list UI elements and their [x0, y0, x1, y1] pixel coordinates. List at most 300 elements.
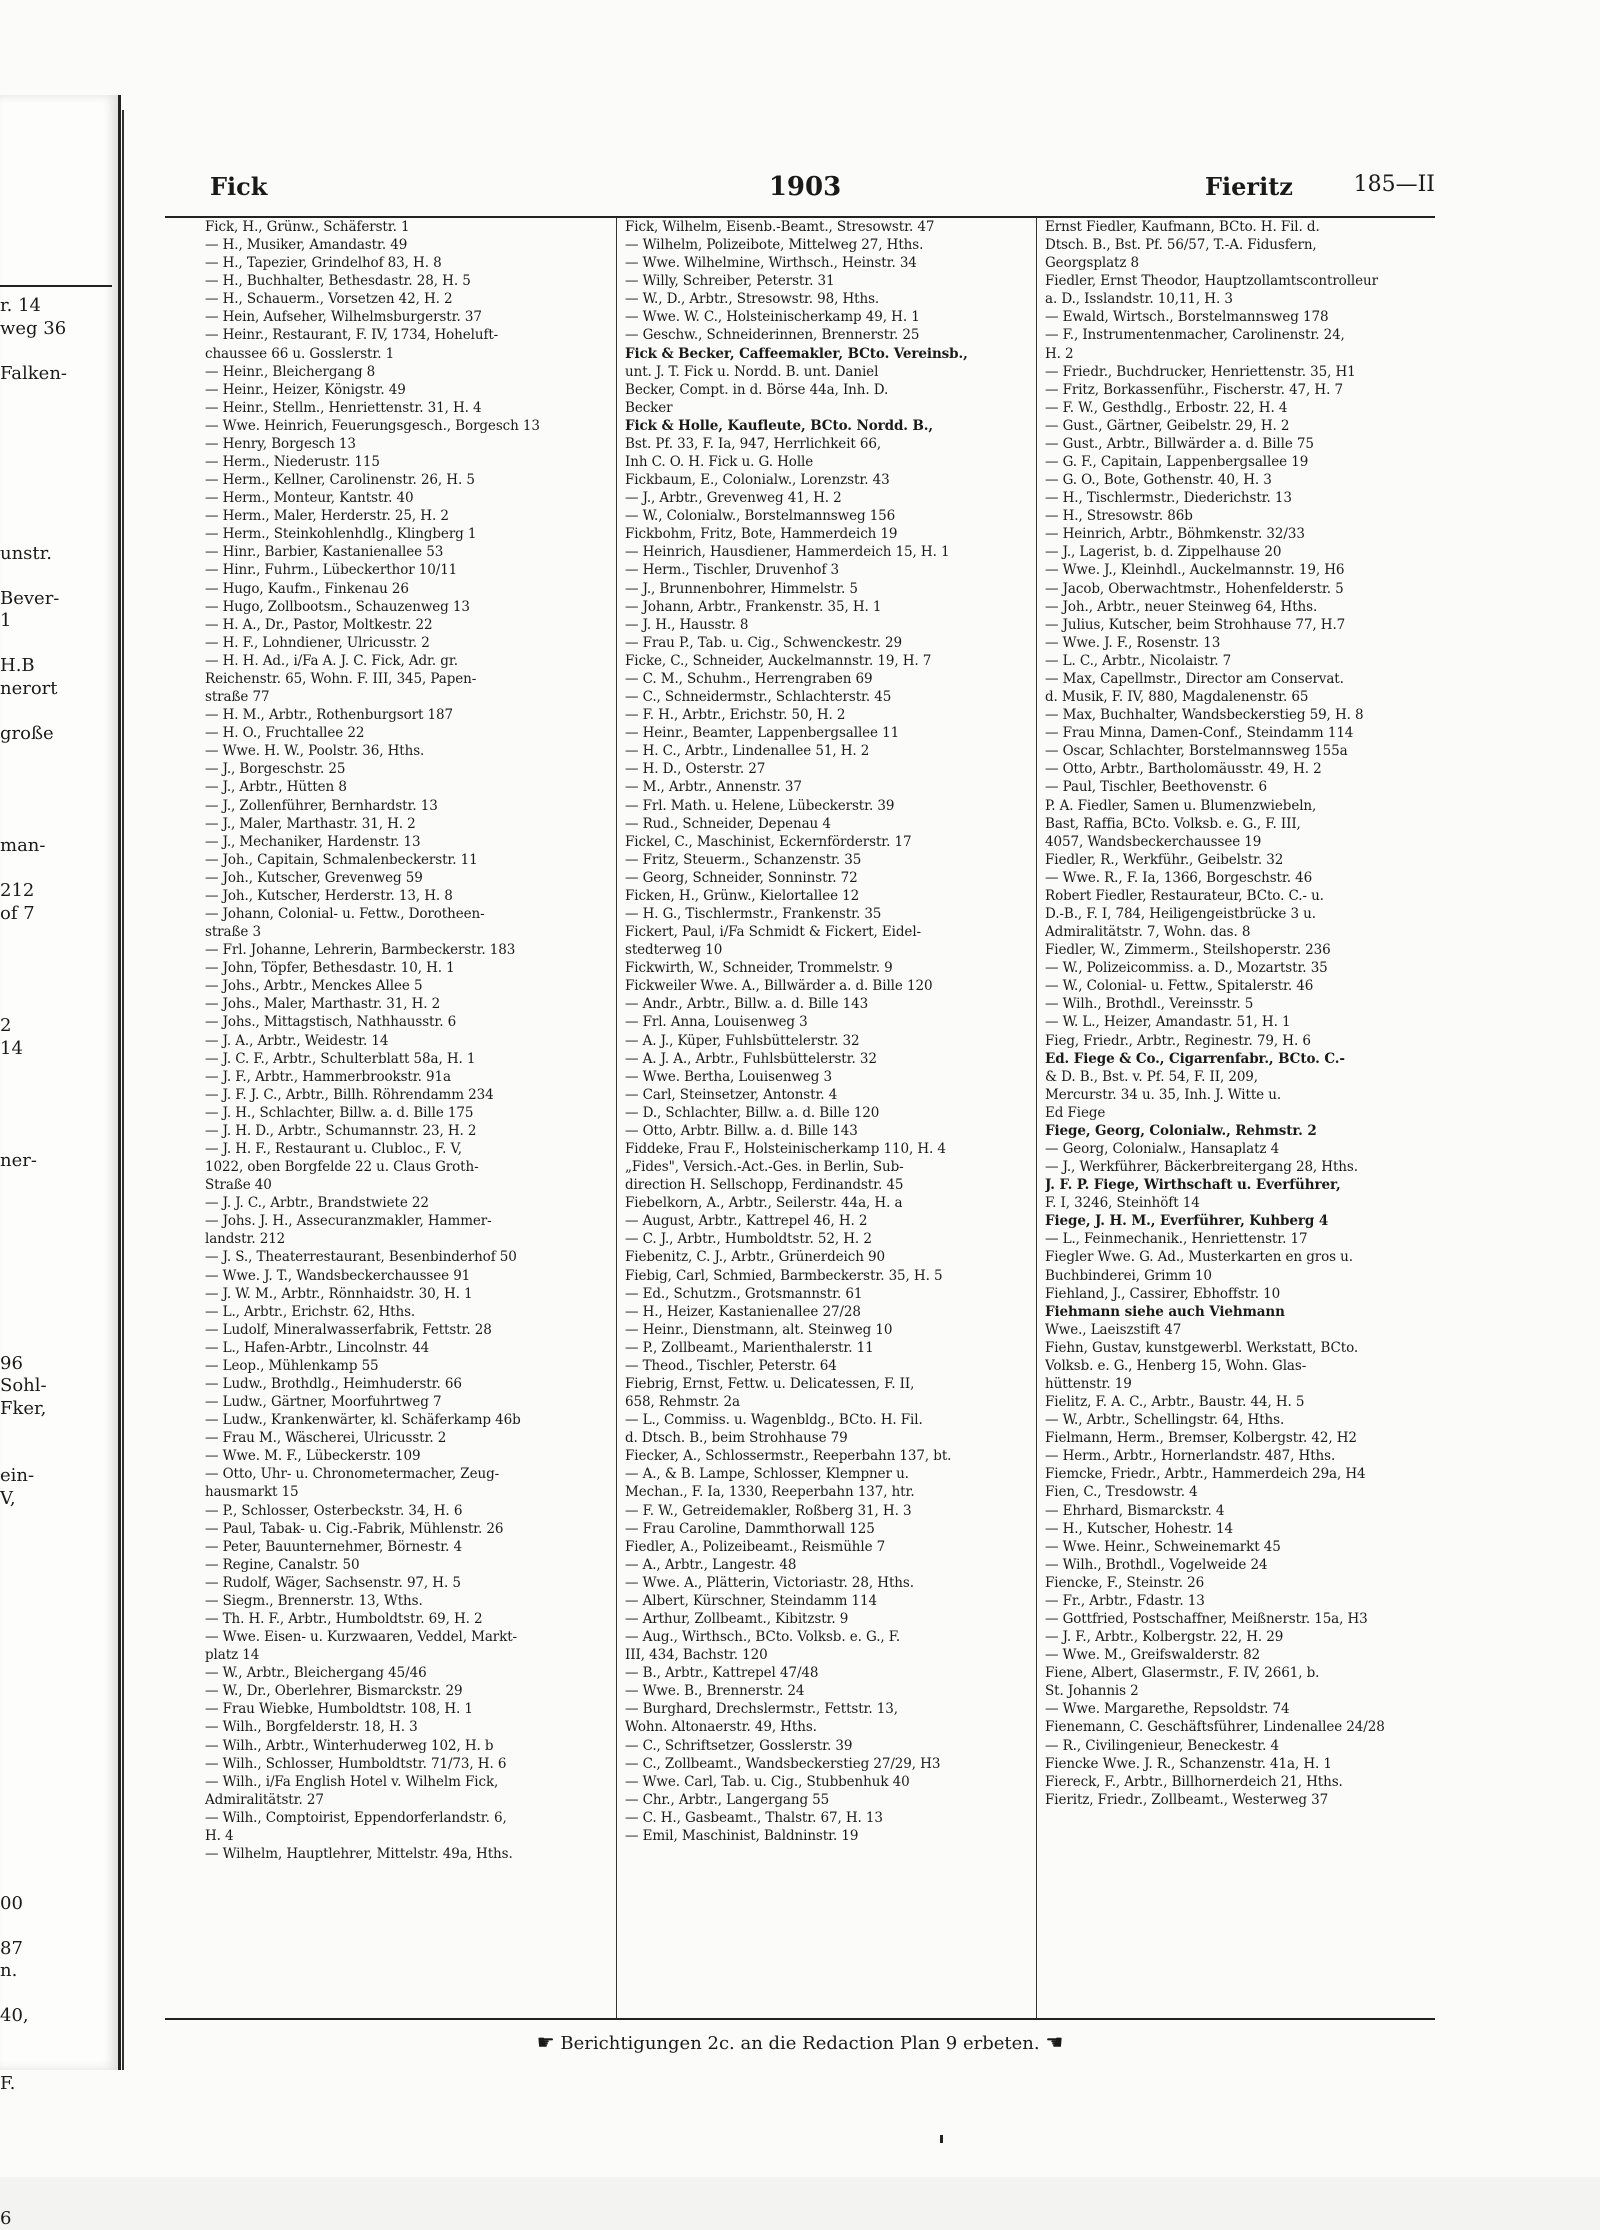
- left-page-fragment: r. 14: [0, 295, 112, 318]
- directory-entry: — C. J., Arbtr., Humboldtstr. 52, H. 2: [625, 1230, 1030, 1248]
- directory-entry: Becker: [625, 399, 1030, 417]
- directory-entry: Admiralitätstr. 7, Wohn. das. 8: [1045, 923, 1450, 941]
- directory-entry: — P., Zollbeamt., Marienthalerstr. 11: [625, 1339, 1030, 1357]
- directory-entry: — Ed., Schutzm., Grotsmannstr. 61: [625, 1285, 1030, 1303]
- left-page-fragment: [0, 813, 112, 836]
- directory-entry: Fiencke Wwe. J. R., Schanzenstr. 41a, H. 1: [1045, 1755, 1450, 1773]
- binding-gutter: [122, 110, 132, 2070]
- directory-entry: — Ludw., Krankenwärter, kl. Schäferkamp 46b: [205, 1411, 610, 1429]
- directory-entry: „Fides", Versich.-Act.-Ges. in Berlin, Sub-: [625, 1158, 1030, 1176]
- directory-entry: — John, Töpfer, Bethesdastr. 10, H. 1: [205, 959, 610, 977]
- directory-entry: — Henry, Borgesch 13: [205, 435, 610, 453]
- directory-entry: Volksb. e. G., Henberg 15, Wohn. Glas-: [1045, 1357, 1450, 1375]
- column-2: [625, 218, 1030, 2018]
- directory-entry: — Wilh., Borgfelderstr. 18, H. 3: [205, 1718, 610, 1736]
- left-page-fragment: [0, 1758, 112, 1781]
- directory-entry: — C., Schriftsetzer, Gosslerstr. 39: [625, 1737, 1030, 1755]
- column-1: [205, 218, 610, 2018]
- directory-entry: — W., Colonialw., Borstelmannsweg 156: [625, 507, 1030, 525]
- left-page-fragment: [0, 2118, 112, 2141]
- directory-entry: — J., Maler, Marthastr. 31, H. 2: [205, 815, 610, 833]
- left-page-fragment: weg 36: [0, 318, 112, 341]
- left-page-fragment: [0, 1803, 112, 1826]
- directory-entry: — J., Borgeschstr. 25: [205, 760, 610, 778]
- directory-entry: — H., Musiker, Amandastr. 49: [205, 236, 610, 254]
- directory-entry: — Theod., Tischler, Peterstr. 64: [625, 1357, 1030, 1375]
- header-year: 1903: [769, 172, 841, 202]
- column-divider: [616, 218, 617, 2018]
- directory-entry: 1022, oben Borgfelde 22 u. Claus Groth-: [205, 1158, 610, 1176]
- directory-entry: chaussee 66 u. Gosslerstr. 1: [205, 345, 610, 363]
- directory-entry: — W., Dr., Oberlehrer, Bismarckstr. 29: [205, 1682, 610, 1700]
- left-page-fragment: [0, 1735, 112, 1758]
- directory-entry: — W., Polizeicommiss. a. D., Mozartstr. 35: [1045, 959, 1450, 977]
- directory-entry: — Herm., Arbtr., Hornerlandstr. 487, Hths.: [1045, 1447, 1450, 1465]
- directory-entry: Fick, Wilhelm, Eisenb.-Beamt., Stresowstr. 47: [625, 218, 1030, 236]
- directory-entry: Fickbaum, E., Colonialw., Lorenzstr. 43: [625, 471, 1030, 489]
- directory-entry: — Heinr., Heizer, Königstr. 49: [205, 381, 610, 399]
- directory-entry: — Heinr., Stellm., Henriettenstr. 31, H. 4: [205, 399, 610, 417]
- directory-entry: Buchbinderei, Grimm 10: [1045, 1267, 1450, 1285]
- directory-entry: — Julius, Kutscher, beim Strohhause 77, H.7: [1045, 616, 1450, 634]
- left-page-fragment: unstr.: [0, 543, 112, 566]
- directory-entry: — J. H., Schlachter, Billw. a. d. Bille 175: [205, 1104, 610, 1122]
- left-page-fragment: [0, 2163, 112, 2186]
- directory-entry: — Geschw., Schneiderinnen, Brennerstr. 25: [625, 326, 1030, 344]
- directory-entry: — Ludw., Gärtner, Moorfuhrtweg 7: [205, 1393, 610, 1411]
- directory-entry: — A. J., Küper, Fuhlsbüttelerstr. 32: [625, 1032, 1030, 1050]
- directory-entry: Fickert, Paul, i/Fa Schmidt & Fickert, Eidel-: [625, 923, 1030, 941]
- directory-entry: — Peter, Bauunternehmer, Börnestr. 4: [205, 1538, 610, 1556]
- directory-entry: — B., Arbtr., Kattrepel 47/48: [625, 1664, 1030, 1682]
- directory-entry: — Otto, Arbtr. Billw. a. d. Bille 143: [625, 1122, 1030, 1140]
- directory-entry: — Frl. Anna, Louisenweg 3: [625, 1013, 1030, 1031]
- left-page-fragment: 00: [0, 1893, 112, 1916]
- left-page-fragment: [0, 1308, 112, 1331]
- left-page-fragment: [0, 2050, 112, 2073]
- left-page-fragment: Fker,: [0, 1398, 112, 1421]
- directory-entry: — Wilh., Brothdl., Vogelweide 24: [1045, 1556, 1450, 1574]
- left-page-fragment: [0, 385, 112, 408]
- directory-entry: Inh C. O. H. Fick u. G. Holle: [625, 453, 1030, 471]
- directory-entry: — J., Zollenführer, Bernhardstr. 13: [205, 797, 610, 815]
- directory-entry: — Wwe. Heinrich, Feuerungsgesch., Borgesch 13: [205, 417, 610, 435]
- directory-entry: unt. J. T. Fick u. Nordd. B. unt. Daniel: [625, 363, 1030, 381]
- directory-entry: — Paul, Tabak- u. Cig.-Fabrik, Mühlenstr. 26: [205, 1520, 610, 1538]
- directory-entry: — Wwe. Bertha, Louisenweg 3: [625, 1068, 1030, 1086]
- directory-entry: — G. F., Capitain, Lappenbergsallee 19: [1045, 453, 1450, 471]
- directory-entry: stedterweg 10: [625, 941, 1030, 959]
- directory-entry: — J. A., Arbtr., Weidestr. 14: [205, 1032, 610, 1050]
- left-page-fragment: Bever-: [0, 588, 112, 611]
- directory-entry: Fick & Becker, Caffeemakler, BCto. Vereinsb.,: [625, 345, 1030, 363]
- left-page-fragment: 14: [0, 1038, 112, 1061]
- directory-entry: — Hinr., Fuhrm., Lübeckerthor 10/11: [205, 561, 610, 579]
- directory-entry: — H. O., Fruchtallee 22: [205, 724, 610, 742]
- left-page-fragment: [0, 1330, 112, 1353]
- directory-entry: — Johann, Arbtr., Frankenstr. 35, H. 1: [625, 598, 1030, 616]
- directory-entry: — Willy, Schreiber, Peterstr. 31: [625, 272, 1030, 290]
- left-page-fragment: [0, 1285, 112, 1308]
- directory-entry: — Herm., Kellner, Carolinenstr. 26, H. 5: [205, 471, 610, 489]
- directory-entry: — H. M., Arbtr., Rothenburgsort 187: [205, 706, 610, 724]
- directory-entry: — Wilhelm, Polizeibote, Mittelweg 27, Hths.: [625, 236, 1030, 254]
- directory-entry: P. A. Fiedler, Samen u. Blumenzwiebeln,: [1045, 797, 1450, 815]
- directory-entry: — Joh., Arbtr., neuer Steinweg 64, Hths.: [1045, 598, 1450, 616]
- directory-entry: — Fritz, Borkassenführ., Fischerstr. 47, H. 7: [1045, 381, 1450, 399]
- directory-entry: — Heinr., Bleichergang 8: [205, 363, 610, 381]
- directory-entry: Ficken, H., Grünw., Kielortallee 12: [625, 887, 1030, 905]
- directory-entry: Reichenstr. 65, Wohn. F. III, 345, Papen-: [205, 670, 610, 688]
- directory-entry: Fiege, Georg, Colonialw., Rehmstr. 2: [1045, 1122, 1450, 1140]
- directory-entry: — Wwe. Margarethe, Repsoldstr. 74: [1045, 1700, 1450, 1718]
- directory-entry: — Wwe. W. C., Holsteinischerkamp 49, H. 1: [625, 308, 1030, 326]
- directory-entry: — J., Arbtr., Grevenweg 41, H. 2: [625, 489, 1030, 507]
- directory-entry: — Gust., Arbtr., Billwärder a. d. Bille 75: [1045, 435, 1450, 453]
- column-divider: [1036, 218, 1037, 2018]
- directory-entry: Fiebrig, Ernst, Fettw. u. Delicatessen, F. II,: [625, 1375, 1030, 1393]
- directory-entry: — Wilh., Schlosser, Humboldtstr. 71/73, H. 6: [205, 1755, 610, 1773]
- directory-entry: — C. M., Schuhm., Herrengraben 69: [625, 670, 1030, 688]
- directory-entry: — C., Schneidermstr., Schlachterstr. 45: [625, 688, 1030, 706]
- left-page-fragment: [0, 408, 112, 431]
- directory-entry: — Wwe. Heinr., Schweinemarkt 45: [1045, 1538, 1450, 1556]
- left-page-fragment: [0, 1713, 112, 1736]
- directory-entry: Fiehmann siehe auch Viehmann: [1045, 1303, 1450, 1321]
- directory-entry: Fieg, Friedr., Arbtr., Reginestr. 79, H. 6: [1045, 1032, 1450, 1050]
- left-page-fragment: [0, 2028, 112, 2051]
- left-page-fragment: [0, 1690, 112, 1713]
- directory-entry: — Heinr., Restaurant, F. IV, 1734, Hoheluft-: [205, 326, 610, 344]
- directory-entry: Fiene, Albert, Glasermstr., F. IV, 2661, b.: [1045, 1664, 1450, 1682]
- left-page-fragment: Falken-: [0, 363, 112, 386]
- directory-entry: — H., Heizer, Kastanienallee 27/28: [625, 1303, 1030, 1321]
- directory-entry: — M., Arbtr., Annenstr. 37: [625, 778, 1030, 796]
- directory-entry: — Arthur, Zollbeamt., Kibitzstr. 9: [625, 1610, 1030, 1628]
- directory-entry: — J. F., Arbtr., Kolbergstr. 22, H. 29: [1045, 1628, 1450, 1646]
- directory-entry: Fick & Holle, Kaufleute, BCto. Nordd. B.,: [625, 417, 1030, 435]
- directory-entry: Becker, Compt. in d. Börse 44a, Inh. D.: [625, 381, 1030, 399]
- pointing-hand-icon: ☛: [537, 2030, 555, 2054]
- directory-entry: — H., Stresowstr. 86b: [1045, 507, 1450, 525]
- directory-entry: direction H. Sellschopp, Ferdinandstr. 45: [625, 1176, 1030, 1194]
- directory-entry: — L., Hafen-Arbtr., Lincolnstr. 44: [205, 1339, 610, 1357]
- directory-entry: platz 14: [205, 1646, 610, 1664]
- directory-entry: — J. W. M., Arbtr., Rönnhaidstr. 30, H. 1: [205, 1285, 610, 1303]
- directory-entry: Wwe., Laeiszstift 47: [1045, 1321, 1450, 1339]
- directory-entry: Fiebelkorn, A., Arbtr., Seilerstr. 44a, H. a: [625, 1194, 1030, 1212]
- directory-entry: Fickweiler Wwe. A., Billwärder a. d. Bille 120: [625, 977, 1030, 995]
- directory-entry: — Frau Wiebke, Humboldtstr. 108, H. 1: [205, 1700, 610, 1718]
- directory-entry: hausmarkt 15: [205, 1483, 610, 1501]
- left-page-fragment: [0, 1060, 112, 1083]
- directory-entry: Fickel, C., Maschinist, Eckernförderstr. 17: [625, 833, 1030, 851]
- directory-entry: — Ewald, Wirtsch., Borstelmannsweg 178: [1045, 308, 1450, 326]
- directory-entry: Fiehn, Gustav, kunstgewerbl. Werkstatt, BCto.: [1045, 1339, 1450, 1357]
- left-page-fragment: 1: [0, 610, 112, 633]
- directory-entry: & D. B., Bst. v. Pf. 54, F. II, 209,: [1045, 1068, 1450, 1086]
- directory-entry: — Wwe. J. F., Rosenstr. 13: [1045, 634, 1450, 652]
- directory-entry: — J., Lagerist, b. d. Zippelhause 20: [1045, 543, 1450, 561]
- directory-entry: — Gottfried, Postschaffner, Meißnerstr. 15a, H3: [1045, 1610, 1450, 1628]
- directory-entry: straße 77: [205, 688, 610, 706]
- directory-entry: Fickbohm, Fritz, Bote, Hammerdeich 19: [625, 525, 1030, 543]
- directory-entry: — L., Feinmechanik., Henriettenstr. 17: [1045, 1230, 1450, 1248]
- left-page-fragment: [0, 475, 112, 498]
- directory-entry: straße 3: [205, 923, 610, 941]
- directory-entry: — F., Instrumentenmacher, Carolinenstr. 24,: [1045, 326, 1450, 344]
- directory-entry: Fiedler, R., Werkführ., Geibelstr. 32: [1045, 851, 1450, 869]
- left-page-fragment: [0, 1668, 112, 1691]
- directory-entry: Fiedler, W., Zimmerm., Steilshoperstr. 236: [1045, 941, 1450, 959]
- left-page-fragment: 2: [0, 1015, 112, 1038]
- directory-entry: — Oscar, Schlachter, Borstelmannsweg 155a: [1045, 742, 1450, 760]
- directory-entry: — Ludw., Brothdlg., Heimhuderstr. 66: [205, 1375, 610, 1393]
- directory-entry: Fiebenitz, C. J., Arbtr., Grünerdeich 90: [625, 1248, 1030, 1266]
- directory-entry: — J. F., Arbtr., Hammerbrookstr. 91a: [205, 1068, 610, 1086]
- left-page-fragment: [0, 453, 112, 476]
- left-page-fragment: man-: [0, 835, 112, 858]
- directory-entry: — J. H. D., Arbtr., Schumannstr. 23, H. 2: [205, 1122, 610, 1140]
- left-page-fragment: [0, 1263, 112, 1286]
- left-page-fragment: [0, 1420, 112, 1443]
- left-page-fragment: [0, 1623, 112, 1646]
- directory-entry: — Frau P., Tab. u. Cig., Schwenckestr. 29: [625, 634, 1030, 652]
- directory-entry: — Joh., Capitain, Schmalenbeckerstr. 11: [205, 851, 610, 869]
- directory-entry: — Heinrich, Arbtr., Böhmkenstr. 32/33: [1045, 525, 1450, 543]
- left-page-edge: [0, 95, 121, 2070]
- left-page-fragment: 40,: [0, 2005, 112, 2028]
- directory-entry: Mercurstr. 34 u. 35, Inh. J. Witte u.: [1045, 1086, 1450, 1104]
- directory-entry: — J. H., Hausstr. 8: [625, 616, 1030, 634]
- directory-entry: — Leop., Mühlenkamp 55: [205, 1357, 610, 1375]
- directory-entry: — J. F. J. C., Arbtr., Billh. Röhrendamm 234: [205, 1086, 610, 1104]
- left-page-fragment: [0, 1510, 112, 1533]
- left-page-fragment: [0, 1645, 112, 1668]
- directory-entry: — L., Commiss. u. Wagenbldg., BCto. H. Fil.: [625, 1411, 1030, 1429]
- directory-entry: — Rud., Schneider, Depenau 4: [625, 815, 1030, 833]
- ink-mark: [940, 2135, 943, 2143]
- directory-entry: — Heinrich, Hausdiener, Hammerdeich 15, H. 1: [625, 543, 1030, 561]
- directory-entry: — C., Zollbeamt., Wandsbeckerstieg 27/29, H3: [625, 1755, 1030, 1773]
- left-page-fragment: V,: [0, 1488, 112, 1511]
- directory-entry: Ernst Fiedler, Kaufmann, BCto. H. Fil. d.: [1045, 218, 1450, 236]
- left-page-fragment: [0, 2140, 112, 2163]
- left-page-fragment: [0, 1780, 112, 1803]
- directory-entry: — Fritz, Steuerm., Schanzenstr. 35: [625, 851, 1030, 869]
- directory-entry: — A., Arbtr., Langestr. 48: [625, 1556, 1030, 1574]
- directory-entry: — L., Arbtr., Erichstr. 62, Hths.: [205, 1303, 610, 1321]
- left-page-fragment: ner-: [0, 1150, 112, 1173]
- page-header: [165, 160, 1435, 218]
- directory-entry: — A. J. A., Arbtr., Fuhlsbüttelerstr. 32: [625, 1050, 1030, 1068]
- left-page-fragment: [0, 925, 112, 948]
- left-page-fragment: [0, 1870, 112, 1893]
- directory-entry: Ficke, C., Schneider, Auckelmannstr. 19, H. 7: [625, 652, 1030, 670]
- directory-entry: Fiegler Wwe. G. Ad., Musterkarten en gros u.: [1045, 1248, 1450, 1266]
- directory-entry: Fiemcke, Friedr., Arbtr., Hammerdeich 29a, H4: [1045, 1465, 1450, 1483]
- directory-entry: 4057, Wandsbeckerchaussee 19: [1045, 833, 1450, 851]
- directory-entry: — Max, Capellmstr., Director am Conservat.: [1045, 670, 1450, 688]
- directory-entry: — P., Schlosser, Osterbeckstr. 34, H. 6: [205, 1502, 610, 1520]
- directory-entry: — J., Mechaniker, Hardenstr. 13: [205, 833, 610, 851]
- directory-entry: — Wilh., Comptoirist, Eppendorferlandstr. 6,: [205, 1809, 610, 1827]
- left-page-fragment: [0, 633, 112, 656]
- directory-entry: — Ehrhard, Bismarckstr. 4: [1045, 1502, 1450, 1520]
- directory-entry: — Joh., Kutscher, Herderstr. 13, H. 8: [205, 887, 610, 905]
- directory-entry: III, 434, Bachstr. 120: [625, 1646, 1030, 1664]
- directory-entry: D.-B., F. I, 784, Heiligengeistbrücke 3 u.: [1045, 905, 1450, 923]
- directory-entry: Fiddeke, Frau F., Holsteinischerkamp 110, H. 4: [625, 1140, 1030, 1158]
- left-page-fragment: [0, 1533, 112, 1556]
- directory-entry: — Johs., Arbtr., Menckes Allee 5: [205, 977, 610, 995]
- left-page-fragment: [0, 565, 112, 588]
- directory-entry: — J., Brunnenbohrer, Himmelstr. 5: [625, 580, 1030, 598]
- left-page-fragment: [0, 1218, 112, 1241]
- directory-entry: — Siegm., Brennerstr. 13, Wths.: [205, 1592, 610, 1610]
- directory-entry: Ed. Fiege & Co., Cigarrenfabr., BCto. C.-: [1045, 1050, 1450, 1068]
- directory-entry: Fiehland, J., Cassirer, Ebhoffstr. 10: [1045, 1285, 1450, 1303]
- directory-entry: — H., Tischlermstr., Diederichstr. 13: [1045, 489, 1450, 507]
- directory-entry: — Wwe. Carl, Tab. u. Cig., Stubbenhuk 40: [625, 1773, 1030, 1791]
- directory-entry: — J., Werkführer, Bäckerbreitergang 28, Hths.: [1045, 1158, 1450, 1176]
- directory-entry: Fien, C., Tresdowstr. 4: [1045, 1483, 1450, 1501]
- left-page-fragment: [0, 2185, 112, 2208]
- left-page-fragment: [0, 970, 112, 993]
- pointing-hand-icon: ☚: [1045, 2030, 1063, 2054]
- directory-entry: — Th. H. F., Arbtr., Humboldtstr. 69, H. 2: [205, 1610, 610, 1628]
- directory-entry: hüttenstr. 19: [1045, 1375, 1450, 1393]
- left-page-fragment: [0, 1083, 112, 1106]
- directory-entry: — H. F., Lohndiener, Ulricusstr. 2: [205, 634, 610, 652]
- directory-entry: — Wwe. Eisen- u. Kurzwaaren, Veddel, Markt-: [205, 1628, 610, 1646]
- directory-entry: — W., Arbtr., Schellingstr. 64, Hths.: [1045, 1411, 1450, 1429]
- directory-entry: — W., Arbtr., Bleichergang 45/46: [205, 1664, 610, 1682]
- directory-entry: H. 2: [1045, 345, 1450, 363]
- left-page-fragment: Sohl-: [0, 1375, 112, 1398]
- left-page-fragment: of 7: [0, 903, 112, 926]
- directory-entry: — H., Tapezier, Grindelhof 83, H. 8: [205, 254, 610, 272]
- directory-entry: St. Johannis 2: [1045, 1682, 1450, 1700]
- directory-entry: a. D., Isslandstr. 10,11, H. 3: [1045, 290, 1450, 308]
- directory-entry: — H. D., Osterstr. 27: [625, 760, 1030, 778]
- directory-entry: Fickwirth, W., Schneider, Trommelstr. 9: [625, 959, 1030, 977]
- directory-entry: — L. C., Arbtr., Nicolaistr. 7: [1045, 652, 1450, 670]
- directory-entry: Ed Fiege: [1045, 1104, 1450, 1122]
- page-footer: [165, 2030, 1435, 2054]
- left-page-fragment: nerort: [0, 678, 112, 701]
- directory-entry: — Jacob, Oberwachtmstr., Hohenfelderstr. 5: [1045, 580, 1450, 598]
- directory-entry: — D., Schlachter, Billw. a. d. Bille 120: [625, 1104, 1030, 1122]
- left-page-fragment: große: [0, 723, 112, 746]
- directory-entry: — Max, Buchhalter, Wandsbeckerstieg 59, H. 8: [1045, 706, 1450, 724]
- left-page-fragment: [0, 2095, 112, 2118]
- left-page-fragment: 6: [0, 2208, 112, 2230]
- directory-entry: Fieritz, Friedr., Zollbeamt., Westerweg 37: [1045, 1791, 1450, 1809]
- directory-entry: — Frau Minna, Damen-Conf., Steindamm 114: [1045, 724, 1450, 742]
- left-page-fragment: [0, 1825, 112, 1848]
- directory-entry: Mechan., F. Ia, 1330, Reeperbahn 137, htr.: [625, 1483, 1030, 1501]
- directory-entry: — R., Civilingenieur, Beneckestr. 4: [1045, 1737, 1450, 1755]
- directory-entry: — W. L., Heizer, Amandastr. 51, H. 1: [1045, 1013, 1450, 1031]
- left-page-fragment: [0, 1578, 112, 1601]
- left-page-fragment: 96: [0, 1353, 112, 1376]
- left-page-fragment: [0, 1983, 112, 2006]
- directory-entry: — Frau M., Wäscherei, Ulricusstr. 2: [205, 1429, 610, 1447]
- directory-entry: — Andr., Arbtr., Billw. a. d. Bille 143: [625, 995, 1030, 1013]
- directory-entry: Fiereck, F., Arbtr., Billhornerdeich 21, Hths.: [1045, 1773, 1450, 1791]
- directory-entry: — G. O., Bote, Gothenstr. 40, H. 3: [1045, 471, 1450, 489]
- directory-entry: — Wilh., Arbtr., Winterhuderweg 102, H. b: [205, 1737, 610, 1755]
- directory-entry: — H. C., Arbtr., Lindenallee 51, H. 2: [625, 742, 1030, 760]
- left-page-fragment: [0, 520, 112, 543]
- directory-entry: — H. G., Tischlermstr., Frankenstr. 35: [625, 905, 1030, 923]
- left-page-fragment: [0, 790, 112, 813]
- directory-entry: — Wwe. J. T., Wandsbeckerchaussee 91: [205, 1267, 610, 1285]
- directory-entry: — H., Buchhalter, Bethesdastr. 28, H. 5: [205, 272, 610, 290]
- directory-entry: Straße 40: [205, 1176, 610, 1194]
- directory-entry: — Herm., Maler, Herderstr. 25, H. 2: [205, 507, 610, 525]
- columns-area: [205, 218, 1435, 2020]
- directory-entry: 658, Rehmstr. 2a: [625, 1393, 1030, 1411]
- left-page-fragment: [0, 1443, 112, 1466]
- directory-entry: — J. J. C., Arbtr., Brandstwiete 22: [205, 1194, 610, 1212]
- left-page-fragment: [0, 430, 112, 453]
- left-page-fragment: [0, 948, 112, 971]
- directory-entry: — Carl, Steinsetzer, Antonstr. 4: [625, 1086, 1030, 1104]
- left-page-fragment: [0, 700, 112, 723]
- left-page-fragment: [0, 1555, 112, 1578]
- directory-entry: Fiedler, A., Polizeibeamt., Reismühle 7: [625, 1538, 1030, 1556]
- directory-entry: — Paul, Tischler, Beethovenstr. 6: [1045, 778, 1450, 796]
- directory-entry: — H., Schauerm., Vorsetzen 42, H. 2: [205, 290, 610, 308]
- directory-entry: — Heinr., Dienstmann, alt. Steinweg 10: [625, 1321, 1030, 1339]
- left-page-fragment: [0, 1915, 112, 1938]
- directory-entry: — Wilh., Brothdl., Vereinsstr. 5: [1045, 995, 1450, 1013]
- directory-entry: — Hugo, Kaufm., Finkenau 26: [205, 580, 610, 598]
- left-page-fragment: F.: [0, 2073, 112, 2096]
- directory-entry: — Wwe. M., Greifswalderstr. 82: [1045, 1646, 1450, 1664]
- left-page-fragment: n.: [0, 1960, 112, 1983]
- directory-entry: J. F. P. Fiege, Wirthschaft u. Everführer,: [1045, 1176, 1450, 1194]
- directory-entry: Fiencke, F., Steinstr. 26: [1045, 1574, 1450, 1592]
- left-page-rule: [0, 285, 112, 287]
- left-page-fragments: [0, 295, 112, 2230]
- directory-entry: landstr. 212: [205, 1230, 610, 1248]
- directory-entry: — J. H. F., Restaurant u. Clubloc., F. V,: [205, 1140, 610, 1158]
- directory-entry: — Wwe. B., Brennerstr. 24: [625, 1682, 1030, 1700]
- directory-entry: — Regine, Canalstr. 50: [205, 1556, 610, 1574]
- directory-entry: Robert Fiedler, Restaurateur, BCto. C.- u.: [1045, 887, 1450, 905]
- directory-entry: — Wwe. R., F. Ia, 1366, Borgeschstr. 46: [1045, 869, 1450, 887]
- directory-entry: — W., Colonial- u. Fettw., Spitalerstr. 46: [1045, 977, 1450, 995]
- directory-entry: — Wwe. H. W., Poolstr. 36, Hths.: [205, 742, 610, 760]
- directory-entry: — Friedr., Buchdrucker, Henriettenstr. 35, H1: [1045, 363, 1450, 381]
- directory-entry: — Johs., Maler, Marthastr. 31, H. 2: [205, 995, 610, 1013]
- left-page-fragment: [0, 1105, 112, 1128]
- left-page-fragment: [0, 1848, 112, 1871]
- directory-entry: Fielitz, F. A. C., Arbtr., Baustr. 44, H. 5: [1045, 1393, 1450, 1411]
- directory-entry: — Georg, Colonialw., Hansaplatz 4: [1045, 1140, 1450, 1158]
- directory-entry: — Burghard, Drechslermstr., Fettstr. 13,: [625, 1700, 1030, 1718]
- directory-entry: — W., D., Arbtr., Stresowstr. 98, Hths.: [625, 290, 1030, 308]
- directory-entry: — J. S., Theaterrestaurant, Besenbinderhof 50: [205, 1248, 610, 1266]
- left-page-fragment: [0, 498, 112, 521]
- directory-entry: — Herm., Tischler, Druvenhof 3: [625, 561, 1030, 579]
- directory-entry: — Hinr., Barbier, Kastanienallee 53: [205, 543, 610, 561]
- directory-entry: Fielmann, Herm., Bremser, Kolbergstr. 42, H2: [1045, 1429, 1450, 1447]
- directory-entry: d. Musik, F. IV, 880, Magdalenenstr. 65: [1045, 688, 1450, 706]
